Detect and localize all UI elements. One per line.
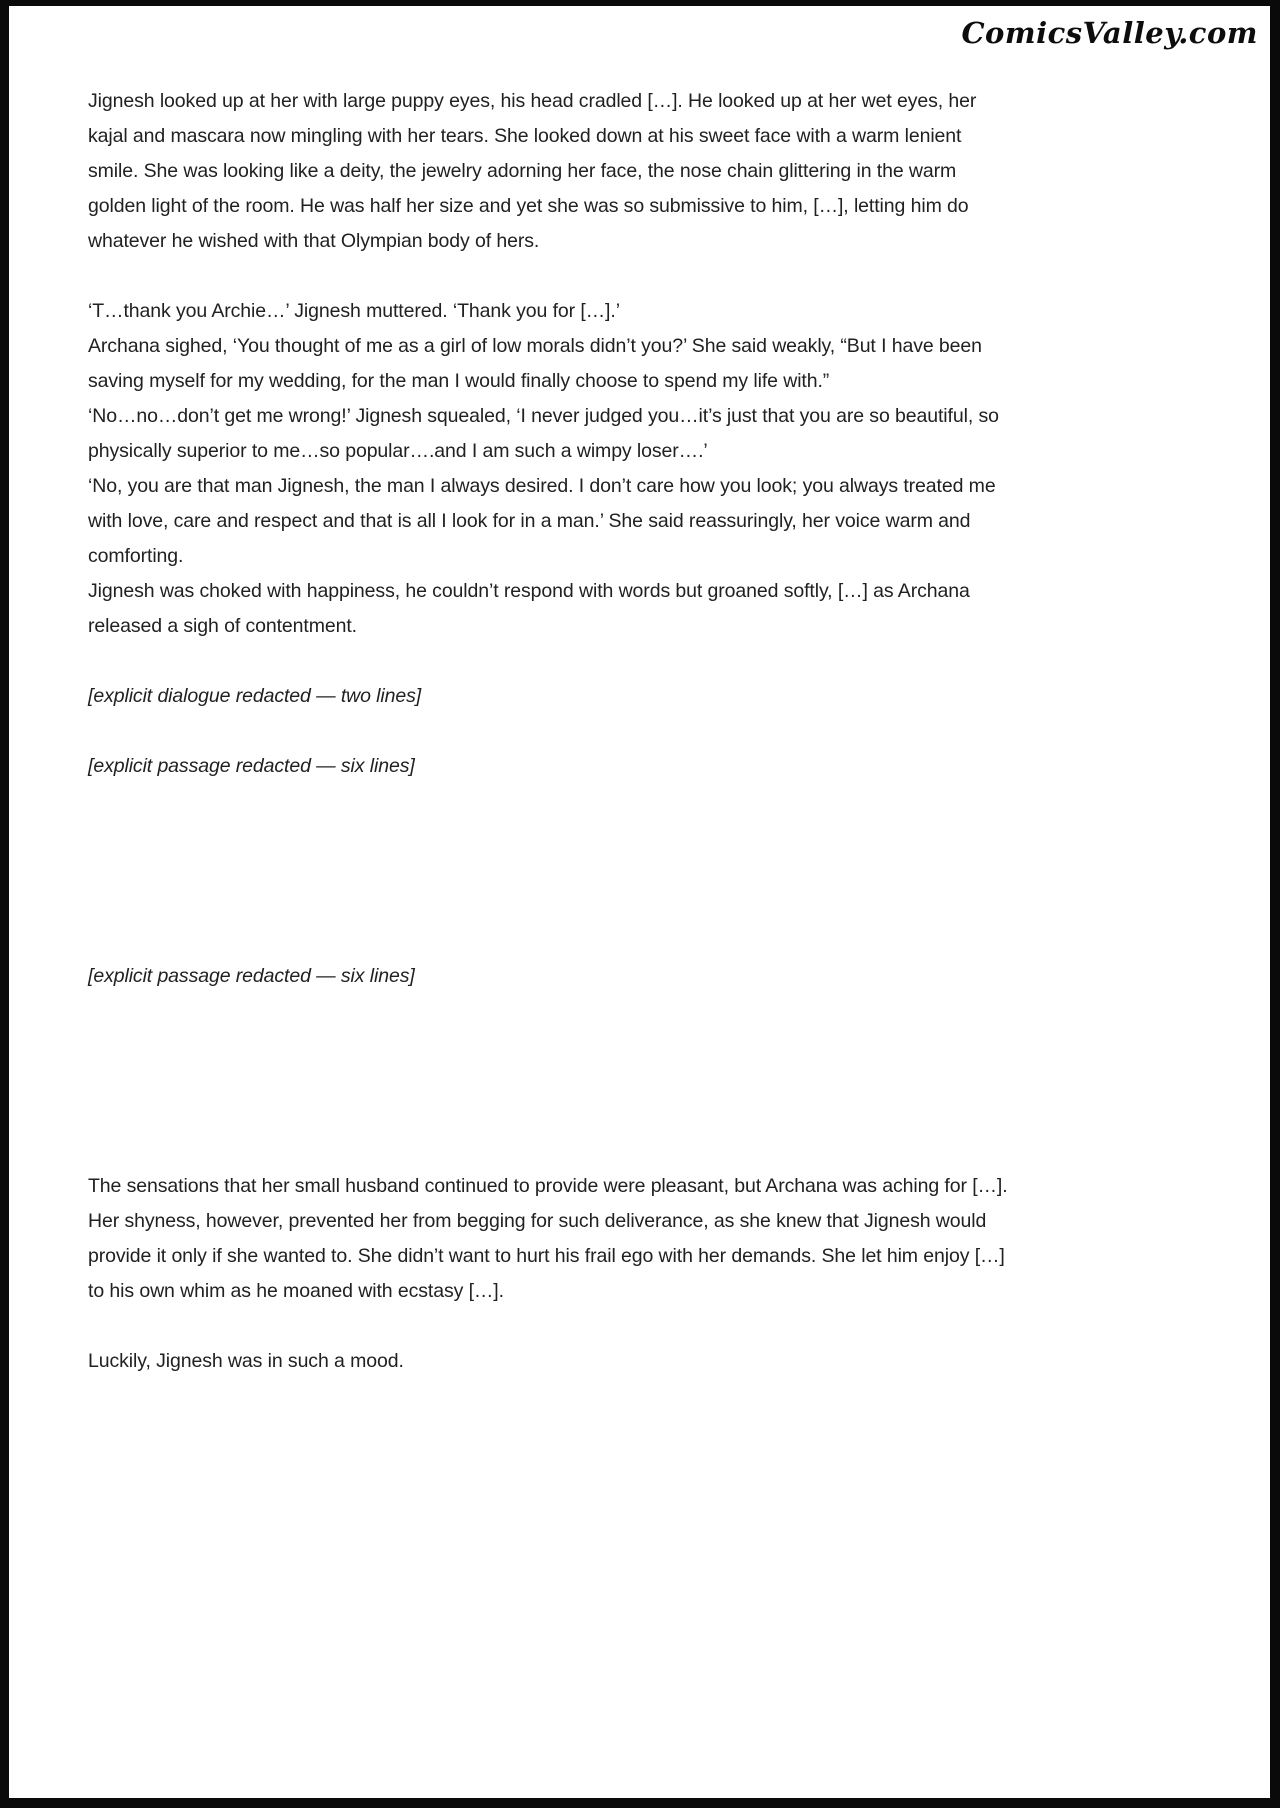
story-paragraph: ‘No…no…don’t get me wrong!’ Jignesh squealed, ‘I never judged you…it’s just that you are so beautiful, so physically superior to me…so popular….and I am such a wimpy loser….’ xyxy=(88,405,999,462)
story-paragraph: [explicit passage redacted — six lines] xyxy=(88,755,415,777)
story-paragraph: ‘T…thank you Archie…’ Jignesh muttered. ‘Thank you for […].’ xyxy=(88,300,620,322)
story-content xyxy=(88,84,1012,1379)
site-logo: ComicsValley.com xyxy=(961,16,1258,50)
story-paragraph: [explicit dialogue redacted — two lines] xyxy=(88,685,422,707)
story-paragraph: Luckily, Jignesh was in such a mood. xyxy=(88,1350,404,1372)
story-paragraph: The sensations that her small husband continued to provide were pleasant, but Archana was aching for […]. Her shyness, however, prevented her from begging for such deliverance, as she knew that Jignesh would provide it only if she wanted to. She didn’t want to hurt his frail ego with her demands. She let him enjoy […] to his own whim as he moaned with ecstasy […]. xyxy=(88,1175,1008,1302)
story-paragraph: [explicit passage redacted — six lines] xyxy=(88,965,415,987)
story-paragraph: Archana sighed, ‘You thought of me as a girl of low morals didn’t you?’ She said weakly, “But I have been saving myself for my wedding, for the man I would finally choose to spend my life with.” xyxy=(88,335,982,392)
story-paragraph: ‘No, you are that man Jignesh, the man I always desired. I don’t care how you look; you always treated me with love, care and respect and that is all I look for in a man.’ She said reassuringly, her voice warm and comforting. xyxy=(88,475,996,567)
story-paragraph: Jignesh looked up at her with large puppy eyes, his head cradled […]. He looked up at her wet eyes, her kajal and mascara now mingling with her tears. She looked down at his sweet face with a warm lenient smile. She was looking like a deity, the jewelry adorning her face, the nose chain glittering in the warm golden light of the room. He was half her size and yet she was so submissive to him, […], letting him do whatever he wished with that Olympian body of hers. xyxy=(88,90,977,252)
story-paragraph: Jignesh was choked with happiness, he couldn’t respond with words but groaned softly, […] as Archana released a sigh of contentment. xyxy=(88,580,970,637)
document-sheet xyxy=(9,6,1270,1798)
